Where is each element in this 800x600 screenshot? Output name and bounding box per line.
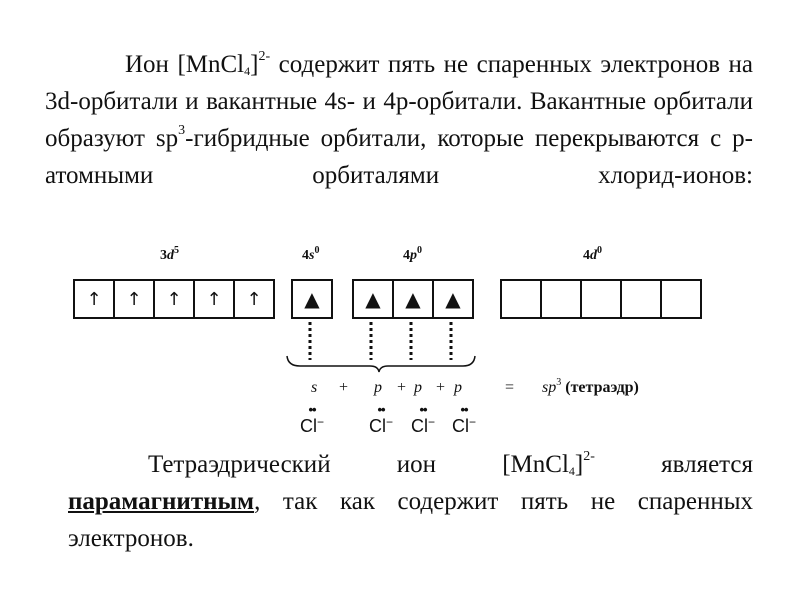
eq-p-2: p bbox=[414, 379, 422, 396]
p2-text-1: Тетраэдрический ион [MnCl bbox=[148, 451, 569, 478]
p1-text-2: ] bbox=[250, 51, 259, 78]
p2-text-4: , так как содержит пять не спаренных электронов. bbox=[68, 488, 753, 552]
orbital-cell: ▲ bbox=[304, 287, 320, 311]
chloride-ligand: •• Cl− bbox=[410, 402, 435, 436]
orbital-cell: ↑ bbox=[195, 281, 235, 317]
eq-result: $sp^3$ (тетраэдр) bbox=[542, 377, 639, 396]
p2-charge: 2- bbox=[583, 449, 595, 464]
orbital-cell: ▲ bbox=[445, 287, 461, 311]
p1-subscript: 4 bbox=[244, 64, 251, 78]
eq-plus-2: + bbox=[397, 379, 407, 396]
p1-text-3: содержит пять не спаренных электронов на 3d-орбитали и вакантные 4s- и 4p-орбитали. Вакантные орбитали образуют sp bbox=[45, 51, 754, 152]
orbital-cell: ↑ bbox=[115, 281, 155, 317]
label-3d: $3d^5$ bbox=[160, 245, 179, 263]
eq-s: s bbox=[311, 379, 318, 396]
chloride-ligand: •• Cl− bbox=[368, 402, 393, 436]
p1-charge: 2- bbox=[258, 49, 271, 64]
orbital-cell: ↑ bbox=[246, 288, 262, 310]
eq-plus-1: + bbox=[339, 379, 349, 396]
conclusion-paragraph bbox=[68, 446, 753, 557]
chloride-ligand: •• Cl− bbox=[451, 402, 476, 436]
p1-text-4: -гибридные орбитали, которые перекрываются с p-атомными орбиталями хлорид-ионов: bbox=[45, 125, 753, 189]
eq-equals: = bbox=[505, 379, 515, 396]
eq-p-1: p bbox=[374, 379, 382, 396]
p2-text-2: ] bbox=[574, 451, 584, 478]
label-4p: $4p^0$ bbox=[403, 245, 422, 263]
chloride-ligand: •• Cl− bbox=[299, 402, 324, 436]
orbital-cell: ↑ bbox=[75, 281, 115, 317]
p1-hybrid-exponent: 3 bbox=[178, 123, 186, 138]
orbital-cell: ▲ bbox=[394, 281, 434, 317]
eq-plus-3: + bbox=[436, 379, 446, 396]
label-4s: $4s^0$ bbox=[302, 245, 320, 263]
eq-p-3: p bbox=[454, 379, 462, 396]
orbital-cell: ↑ bbox=[155, 281, 195, 317]
p1-text-1: Ион [MnCl bbox=[125, 51, 245, 78]
label-4d: $4d^0$ bbox=[583, 245, 602, 263]
orbital-cell: ▲ bbox=[354, 281, 394, 317]
brace-line bbox=[287, 356, 475, 372]
p2-subscript: 4 bbox=[568, 464, 575, 478]
p2-text-3: является bbox=[594, 451, 753, 478]
paramagnetic-term: парамагнитным bbox=[68, 488, 255, 515]
